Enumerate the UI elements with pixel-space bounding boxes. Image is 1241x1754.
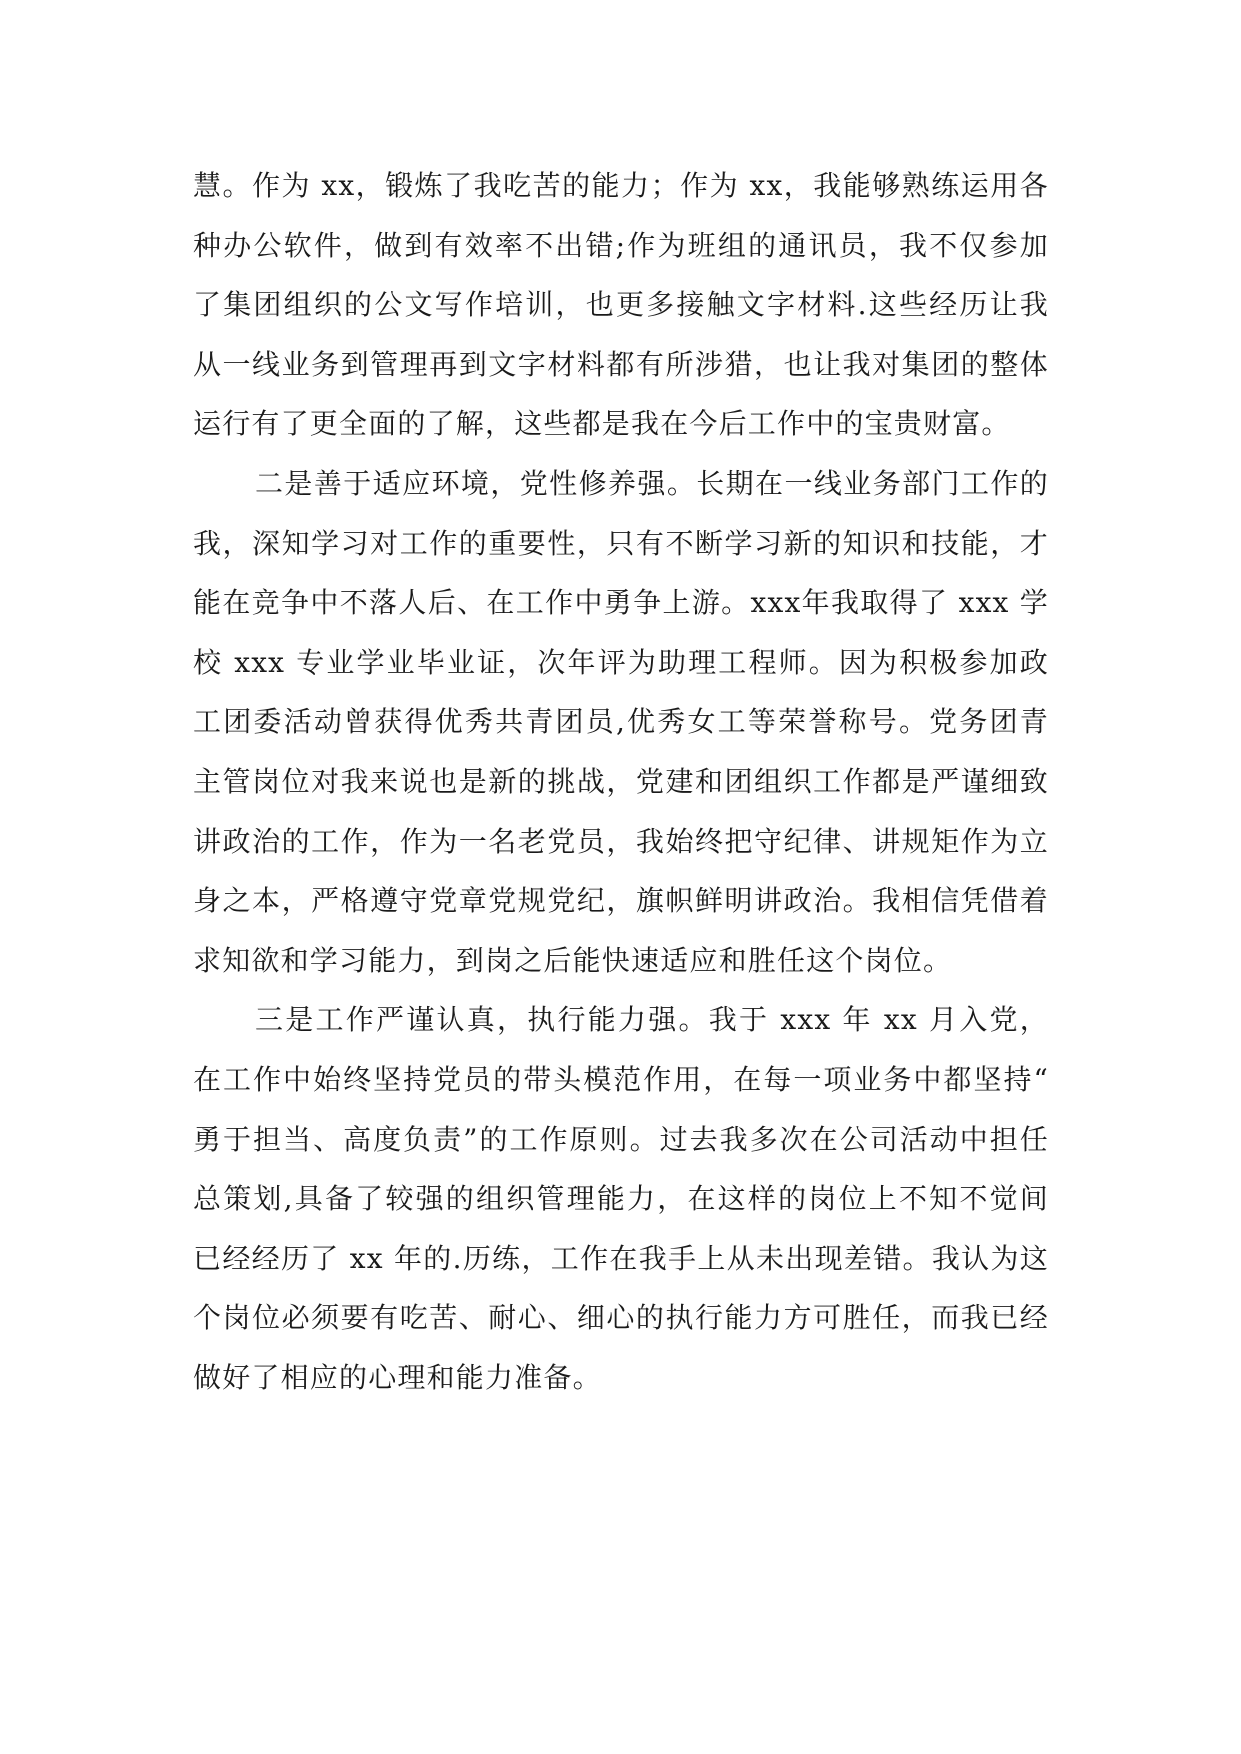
paragraph-point-two: 二是善于适应环境，党性修养强。长期在一线业务部门工作的我，深知学习对工作的重要性，只有不断学习新的知识和技能，才能在竞争中不落人后、在工作中勇争上游。xxx年我取得了 xxx 学校 xxx 专业学业毕业证，次年评为助理工程师。因为积极参加政工团委活动曾获得优秀共青团员,优秀女工等荣誉称号。党务团青主管岗位对我来说也是新的挑战，党建和团组织工作都是严谨细致讲政治的工作，作为一名老党员，我始终把守纪律、讲规矩作为立身之本，严格遵守党章党规党纪，旗帜鲜明讲政治。我相信凭借着求知欲和学习能力，到岗之后能快速适应和胜任这个岗位。 bbox=[193, 466, 1049, 977]
document-page bbox=[193, 0, 1049, 1754]
paragraph-point-three: 三是工作严谨认真，执行能力强。我于 xxx 年 xx 月入党，在工作中始终坚持党员的带头模范作用，在每一项业务中都坚持“勇于担当、高度负责”的工作原则。过去我多次在公司活动中担任总策划,具备了较强的组织管理能力，在这样的岗位上不知不觉间已经经历了 xx 年的.历练，工作在我手上从未出现差错。我认为这个岗位必须要有吃苦、耐心、细心的执行能力方可胜任，而我已经做好了相应的心理和能力准备。 bbox=[193, 1003, 1049, 1394]
paragraph-continuation: 慧。作为 xx，锻炼了我吃苦的能力；作为 xx，我能够熟练运用各种办公软件，做到有效率不出错;作为班组的通讯员，我不仅参加了集团组织的公文写作培训，也更多接触文字材料.这些经历让我从一线业务到管理再到文字材料都有所涉猎，也让我对集团的整体运行有了更全面的了解，这些都是我在今后工作中的宝贵财富。 bbox=[193, 169, 1049, 441]
